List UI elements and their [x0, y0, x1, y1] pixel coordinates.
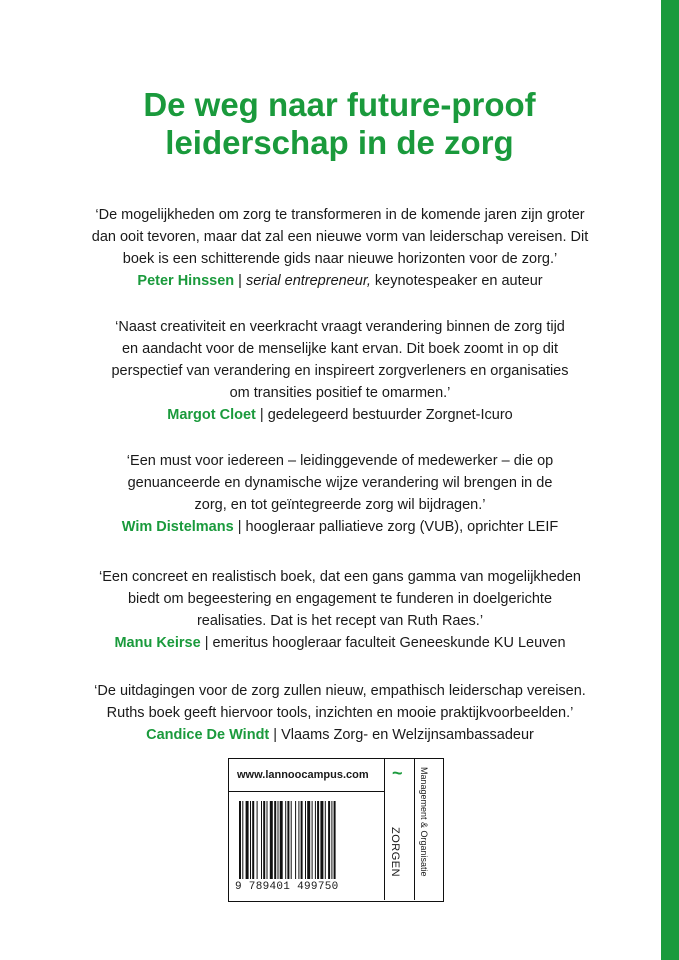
url-divider — [229, 791, 384, 792]
barcode-bar — [239, 801, 241, 879]
page-title — [0, 86, 679, 162]
quote-line: perspectief van verandering en inspireert zorgverleners en organisaties — [111, 363, 569, 379]
box-divider — [384, 759, 385, 900]
quote-author: Candice De Windt — [146, 727, 270, 743]
quote-line: realisaties. Dat is het recept van Ruth Raes.’ — [196, 613, 484, 629]
quote-author: Peter Hinssen — [137, 273, 235, 289]
title-line-1: De weg naar future-proof — [143, 86, 536, 123]
quote-line: ‘Naast creativiteit en veerkracht vraagt verandering binnen de zorg tijd — [115, 319, 565, 335]
quote-attribution — [60, 516, 620, 538]
quote-line: ‘Een concreet en realistisch boek, dat een gans gamma van mogelijkheden — [98, 569, 581, 585]
quote-attribution — [60, 632, 620, 654]
barcode-bar — [307, 801, 310, 879]
quote-block — [60, 566, 620, 654]
quote-line: genuanceerde en dynamische wijze verandering wil brengen in de — [127, 475, 553, 491]
barcode-bar — [287, 801, 289, 879]
quote-line: Ruths boek geeft hiervoor tools, inzichten en mooie praktijkvoorbeelden.’ — [106, 705, 574, 721]
separator: | — [200, 635, 213, 651]
separator: | — [255, 407, 268, 423]
quote-line: zorg, en tot geïntegreerde zorg wil bijdragen.’ — [194, 497, 486, 513]
barcode-bar — [328, 801, 330, 879]
barcode-bar — [331, 801, 332, 879]
barcode-bar — [305, 801, 306, 879]
publisher-logo-icon: ~ — [392, 763, 403, 783]
quote-line: ‘Een must voor iedereen – leidinggevende of medewerker – die op — [126, 453, 554, 469]
quote-block — [60, 204, 620, 292]
barcode-bar — [291, 801, 292, 879]
barcode-bar — [301, 801, 303, 879]
barcode-bar — [320, 801, 323, 879]
series-label: Management & Organisatie — [419, 767, 429, 877]
barcode-bar — [334, 801, 336, 879]
barcode-bar — [267, 801, 268, 879]
barcode-bar — [242, 801, 243, 879]
publisher-url[interactable]: www.lannoocampus.com — [237, 769, 369, 781]
barcode-bar — [261, 801, 262, 879]
quote-attribution — [60, 724, 620, 746]
quote-block — [60, 450, 620, 538]
separator: | — [234, 273, 246, 289]
isbn-number: 9 789401 499750 — [235, 881, 339, 893]
quote-role: emeritus hoogleraar faculteit Geneeskunde KU Leuven — [212, 635, 566, 651]
quote-line: boek is een schitterende gids naar nieuwe horizonten voor de zorg.’ — [122, 251, 558, 267]
barcode-bar — [315, 801, 316, 879]
box-divider — [414, 759, 415, 900]
barcode-icon — [239, 801, 379, 879]
barcode-bar — [263, 801, 265, 879]
barcode-bar — [280, 801, 283, 879]
title-line-2: leiderschap in de zorg — [165, 124, 514, 161]
quote-attribution — [60, 270, 620, 292]
barcode-bar — [250, 801, 251, 879]
barcode-bar — [298, 801, 299, 879]
quote-line: om transities positief te omarmen.’ — [229, 385, 451, 401]
quote-role: hoogleraar palliatieve zorg (VUB), oprichter LEIF — [245, 519, 559, 535]
barcode-bar — [257, 801, 258, 879]
quote-line: en aandacht voor de menselijke kant ervan. Dit boek zoomt in op dit — [121, 341, 559, 357]
barcode-bar — [252, 801, 254, 879]
quote-role: gedelegeerd bestuurder Zorgnet-Icuro — [267, 407, 513, 423]
quote-author: Margot Cloet — [167, 407, 256, 423]
barcode-box — [228, 758, 444, 902]
quote-role: keynotespeaker en auteur — [370, 273, 543, 289]
barcode-bar — [325, 801, 326, 879]
quote-attribution — [60, 404, 620, 426]
quote-block — [60, 316, 620, 426]
barcode-bar — [317, 801, 319, 879]
separator: | — [233, 519, 246, 535]
quote-line: dan ooit tevoren, maar dat zal een nieuwe vorm van leiderschap vereisen. Dit — [91, 229, 589, 245]
quote-author: Manu Keirse — [114, 635, 201, 651]
quote-line: ‘De uitdagingen voor de zorg zullen nieuw, empathisch leiderschap vereisen. — [94, 683, 586, 699]
barcode-bar — [246, 801, 249, 879]
barcode-bar — [295, 801, 296, 879]
barcode-bar — [312, 801, 313, 879]
separator: | — [269, 727, 282, 743]
barcode-bar — [285, 801, 286, 879]
barcode-bar — [274, 801, 276, 879]
barcode-bar — [270, 801, 273, 879]
barcode-bar — [278, 801, 279, 879]
category-label: ZORGEN — [389, 827, 401, 878]
quote-author: Wim Distelmans — [121, 519, 234, 535]
quote-line: biedt om begeestering en engagement te funderen in doelgerichte — [127, 591, 553, 607]
quote-block — [60, 680, 620, 746]
quote-role-italic: serial entrepreneur, — [245, 273, 371, 289]
quote-line: ‘De mogelijkheden om zorg te transformeren in de komende jaren zijn groter — [95, 207, 585, 223]
quote-role: Vlaams Zorg- en Welzijnsambassadeur — [281, 727, 534, 743]
